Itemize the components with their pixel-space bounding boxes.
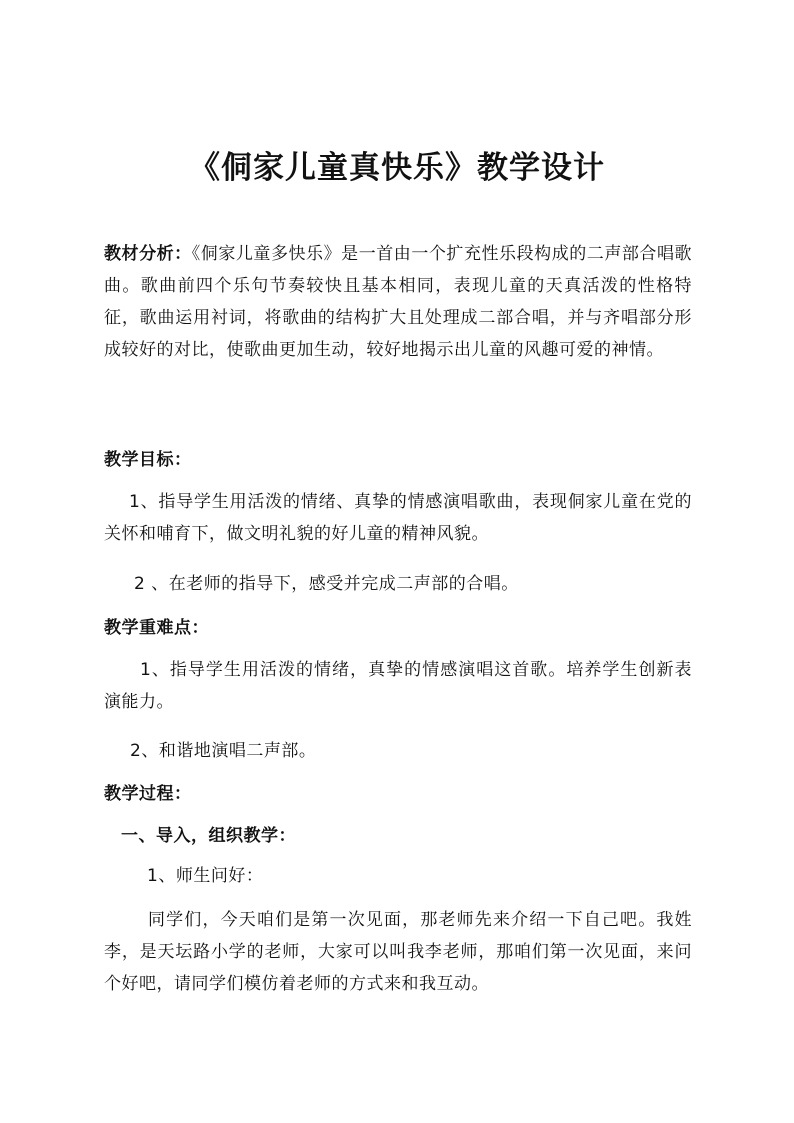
goals-heading: 教学目标： [104,450,192,470]
document-title: 《侗家儿童真快乐》教学设计 [189,150,605,186]
process-section-1: 一、导入，组织教学： [121,826,296,846]
process-step-1: 1、师生问好： [147,866,264,886]
analysis-text: 《侗家儿童多快乐》是一首由一个扩充性乐段构成的二声部合唱歌曲。歌曲前四个乐句节奏较快且基本相同，表现儿童的天真活泼的性格特征，歌曲运用衬词，将歌曲的结构扩大且处理成二部合唱，并与齐唱部分形成较好的对比，使歌曲更加生动，较好地揭示出儿童的风趣可爱的神情。 [104,244,693,360]
process-paragraph: 同学们，今天咱们是第一次见面，那老师先来介绍一下自己吧。我姓李，是天坛路小学的老师，大家可以叫我李老师，那咱们第一次见面，来问个好吧，请同学们模仿着老师的方式来和我互动。 [104,910,692,994]
key-points-heading: 教学重难点： [104,618,209,638]
goals-item-1: 1、指导学生用活泼的情绪、真挚的情感演唱歌曲，表现侗家儿童在党的关怀和哺育下，做文明礼貌的好儿童的精神风貌。 [104,492,692,544]
analysis-paragraph [104,238,692,366]
process-heading: 教学过程： [104,784,192,804]
key-points-item-1: 1、指导学生用活泼的情绪，真挚的情感演唱这首歌。培养学生创新表演能力。 [104,660,692,712]
key-points-item-2: 2、和谐地演唱二声部。 [130,741,317,761]
goals-item-2: 2 、在老师的指导下，感受并完成二声部的合唱。 [134,574,519,594]
analysis-label: 教材分析： [104,244,192,264]
